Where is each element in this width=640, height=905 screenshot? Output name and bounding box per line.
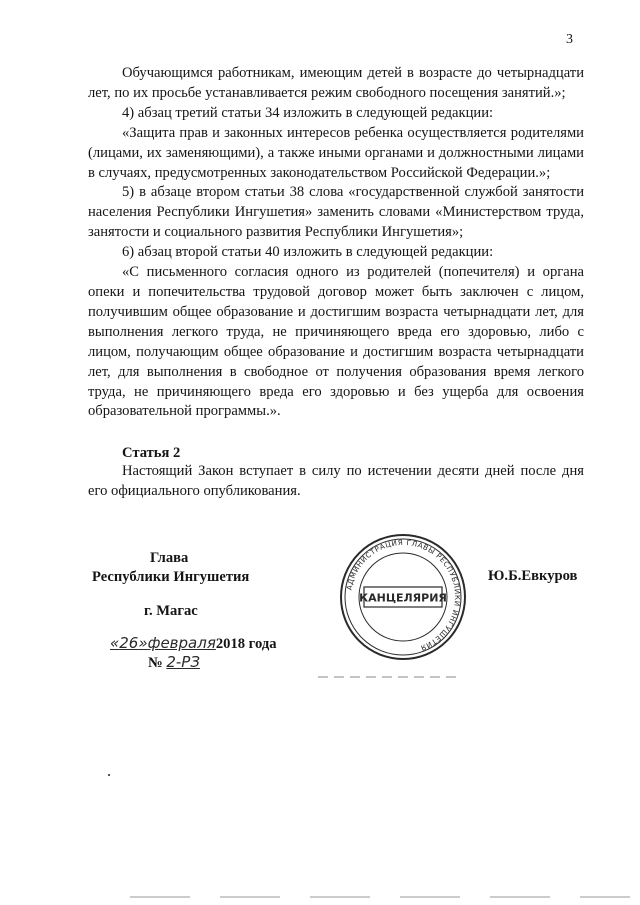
paragraph: 5) в абзаце втором статьи 38 слова «государственной службой занятости населения Республики Ингушетия» заменить словами «Министерством труда, занятости и социального развития Республики Ингушетия»; <box>88 184 584 241</box>
page-number: 3 <box>566 32 573 47</box>
dashed-line-artifact <box>318 674 458 680</box>
article-body <box>88 462 584 502</box>
bottom-scan-edge <box>130 895 630 899</box>
date-quote-open: « <box>110 634 120 652</box>
scan-speck <box>108 774 110 776</box>
article-heading: Статья 2 <box>122 445 181 461</box>
law-amendments-text <box>88 64 584 422</box>
paragraph: Обучающимся работникам, имеющим детей в возрасте до четырнадцати лет, по их просьбе устанавливается режим свободного посещения занятий.»; <box>88 65 584 101</box>
seal-center-text: КАНЦЕЛЯРИЯ <box>359 591 447 605</box>
date-month: февраля <box>147 634 216 652</box>
paragraph: 4) абзац третий статьи 34 изложить в следующей редакции: <box>122 104 494 121</box>
date-quote-close: » <box>138 634 148 652</box>
paragraph: 6) абзац второй статьи 40 изложить в следующей редакции: <box>122 244 494 261</box>
paragraph: «Защита прав и законных интересов ребенка осуществляется родителями (лицами, их заменяющими), а также иными органами и должностными лицами в случаях, предусмотренных законодательством Российской Федерации.»; <box>88 124 584 181</box>
chancellery-seal-stamp <box>338 532 468 662</box>
law-number <box>148 653 200 672</box>
date-day: 26 <box>119 634 139 652</box>
seal-ring-text: АДМИНИСТРАЦИЯ ГЛАВЫ РЕСПУБЛИКИ ИНГУШЕТИЯ <box>344 537 463 653</box>
signatory-title-line1: Глава <box>150 550 189 566</box>
signatory-title-line2: Республики Ингушетия <box>92 569 250 585</box>
signing-city: г. Магас <box>144 603 198 619</box>
number-prefix: № <box>148 655 163 671</box>
date-year: 2018 года <box>215 636 277 652</box>
signing-date <box>110 634 277 653</box>
number-value: 2-РЗ <box>166 653 200 671</box>
signatory-name: Ю.Б.Евкуров <box>488 568 578 584</box>
article-paragraph: Настоящий Закон вступает в силу по истечении десяти дней после дня его официального опубликования. <box>88 463 584 499</box>
paragraph: «С письменного согласия одного из родителей (попечителя) и органа опеки и попечительства трудовой договор может быть заключен с лицом, получившим общее образование и достигшим возраста четырнадцати лет, для выполнения легкого труда, не причиняющего вреда его здоровью, либо с лицом, получающим общее образование и достигшим возраста четырнадцати лет, для выполнения в свободное от получения образования время легкого труда, не причиняющего вреда его здоровью и без ущерба для освоения образовательной программы.». <box>88 264 584 420</box>
